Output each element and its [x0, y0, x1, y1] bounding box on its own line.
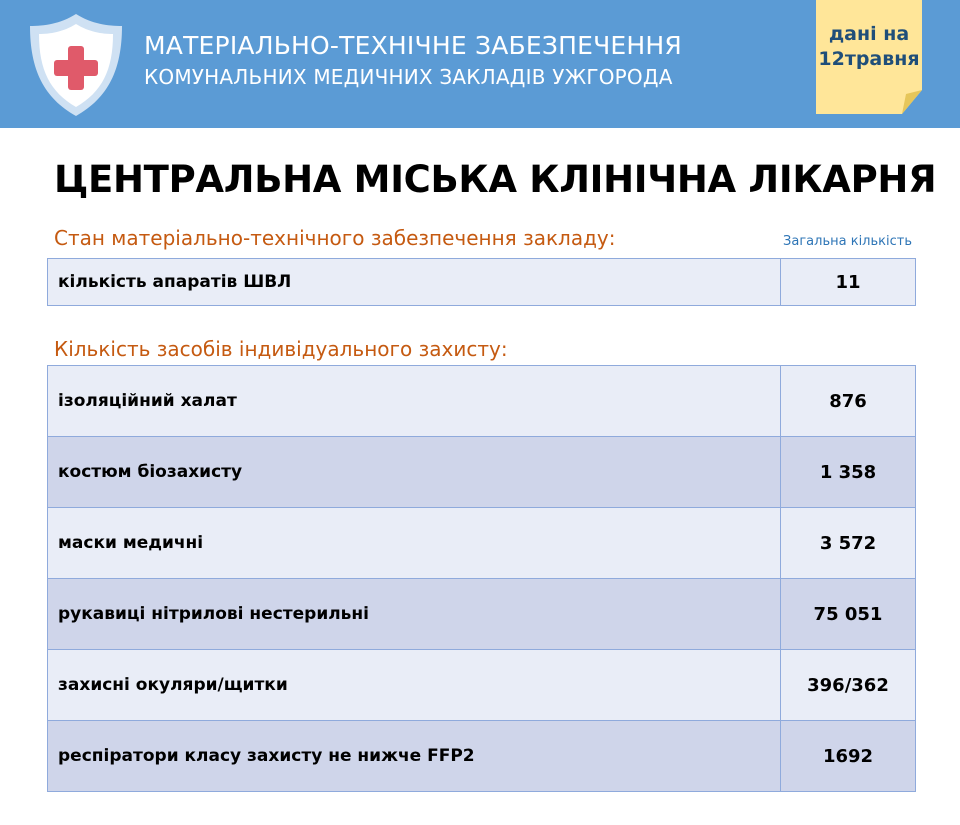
table-row — [48, 437, 916, 508]
equipment-section-label: Стан матеріально-технічного забезпечення закладу: — [54, 226, 616, 250]
row-label: маски медичні — [48, 508, 781, 579]
table-row — [48, 508, 916, 579]
table-row — [48, 579, 916, 650]
header-banner — [0, 0, 960, 128]
table-row — [48, 650, 916, 721]
shield-medical-cross-icon — [26, 10, 126, 120]
row-label: костюм біозахисту — [48, 437, 781, 508]
row-value: 876 — [781, 366, 916, 437]
table-row — [48, 721, 916, 792]
total-quantity-column-header: Загальна кількість — [783, 234, 912, 249]
row-value: 75 051 — [781, 579, 916, 650]
ppe-table — [47, 365, 916, 792]
row-value: 396/362 — [781, 650, 916, 721]
table-row — [48, 366, 916, 437]
row-value: 11 — [781, 259, 916, 306]
row-value: 3 572 — [781, 508, 916, 579]
header-title-line2: КОМУНАЛЬНИХ МЕДИЧНИХ ЗАКЛАДІВ УЖГОРОДА — [144, 65, 673, 89]
equipment-table — [47, 258, 916, 306]
row-label: респіратори класу захисту не нижче FFP2 — [48, 721, 781, 792]
ppe-section-label: Кількість засобів індивідуального захисту: — [54, 337, 508, 361]
date-note-text — [816, 22, 922, 72]
header-title-line1: МАТЕРІАЛЬНО-ТЕХНІЧНЕ ЗАБЕЗПЕЧЕННЯ — [144, 31, 682, 60]
row-label: ізоляційний халат — [48, 366, 781, 437]
hospital-name: ЦЕНТРАЛЬНА МІСЬКА КЛІНІЧНА ЛІКАРНЯ — [54, 158, 937, 201]
date-sticky-note — [816, 0, 922, 114]
row-value: 1692 — [781, 721, 916, 792]
date-note-line1: дані на — [828, 23, 910, 45]
row-label: захисні окуляри/щитки — [48, 650, 781, 721]
row-value: 1 358 — [781, 437, 916, 508]
header-title — [144, 30, 682, 92]
table-row — [48, 259, 916, 306]
date-note-line2: 12травня — [818, 48, 920, 70]
row-label: рукавиці нітрилові нестерильні — [48, 579, 781, 650]
row-label: кількість апаратів ШВЛ — [48, 259, 781, 306]
